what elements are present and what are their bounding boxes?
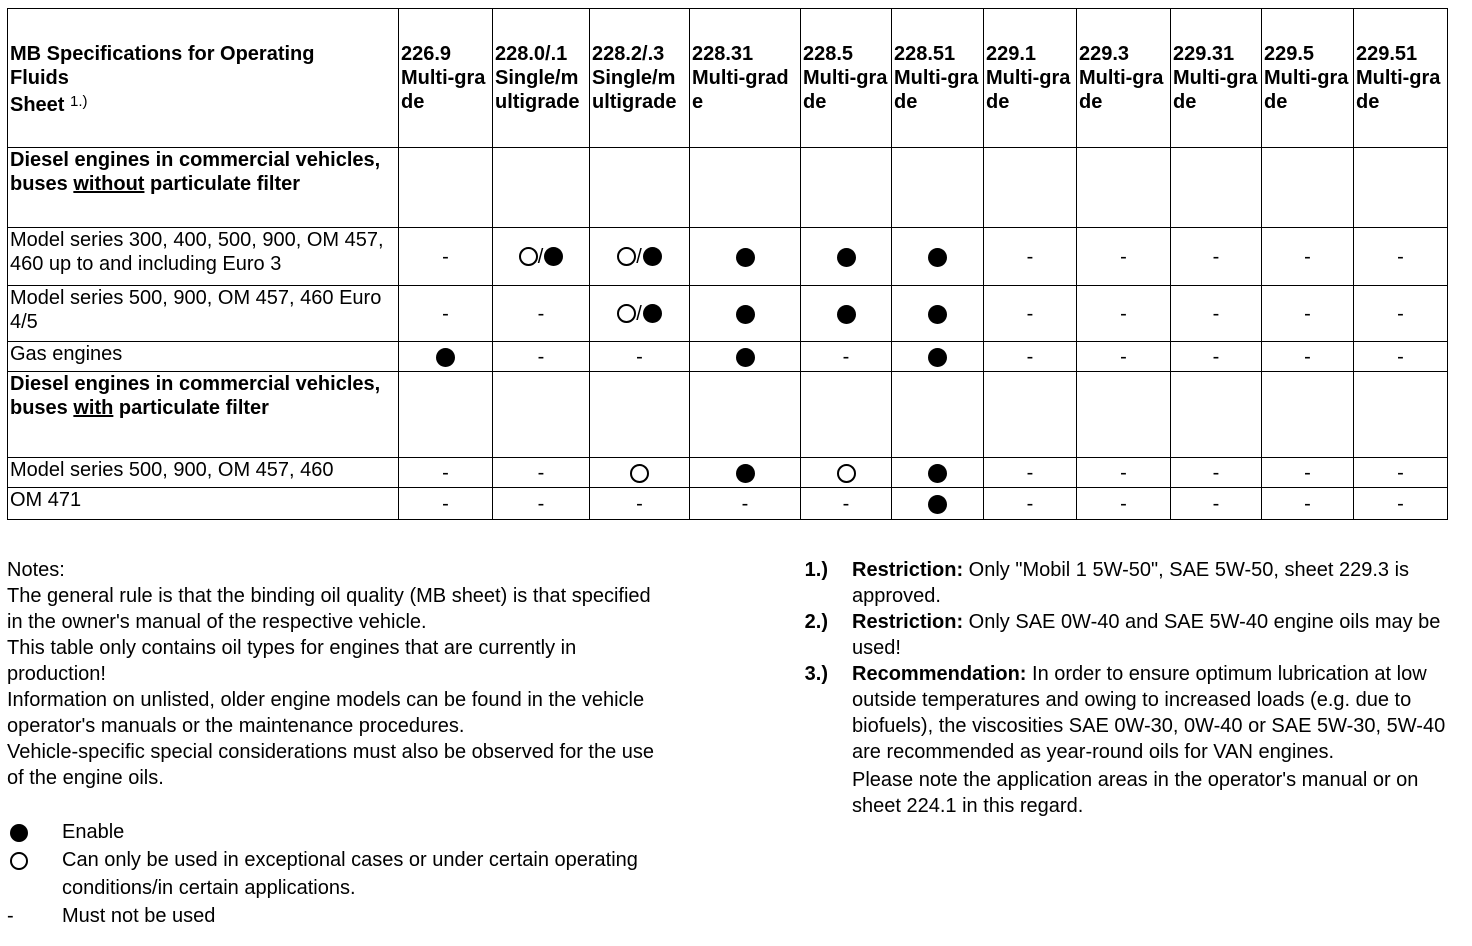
row-label: Gas engines: [8, 342, 399, 372]
not-used-cell: -: [984, 488, 1077, 520]
not-used-cell: -: [590, 342, 690, 372]
not-used-cell: -: [1077, 458, 1171, 488]
enabled-cell: [690, 286, 801, 342]
empty-cell: [590, 148, 690, 228]
not-used-cell: -: [1171, 488, 1262, 520]
empty-cell: [984, 372, 1077, 458]
not-used-cell: -: [1262, 488, 1354, 520]
column-header: 229.5 Multi-grade: [1262, 9, 1354, 148]
corner-line-1: MB Specifications for Operating: [10, 43, 315, 65]
not-used-cell: -: [399, 488, 493, 520]
open-circle-icon: [630, 464, 649, 483]
legend-item-enable: [7, 818, 667, 846]
corner-line-2: Fluids: [10, 67, 69, 89]
open-circle-icon: [10, 852, 28, 870]
row-label: Model series 500, 900, OM 457, 460 Euro 4/5: [8, 286, 399, 342]
empty-cell: [1262, 372, 1354, 458]
mixed-cell: [590, 228, 690, 286]
not-used-cell: -: [1077, 228, 1171, 286]
column-header: 228.2/.3 Single/multigrade: [590, 9, 690, 148]
not-used-cell: -: [801, 488, 892, 520]
enabled-cell: [690, 342, 801, 372]
column-header: 229.1 Multi-grade: [984, 9, 1077, 148]
filled-circle-icon: [736, 305, 755, 324]
not-used-cell: -: [984, 286, 1077, 342]
dash-icon: -: [7, 905, 14, 927]
notes-paragraph: Information on unlisted, older engine models can be found in the vehicle operator's manuals or the maintenance procedures.: [7, 689, 645, 737]
exceptional-cell: [801, 458, 892, 488]
empty-cell: [1077, 372, 1171, 458]
filled-circle-icon: [928, 464, 947, 483]
enabled-cell: [892, 458, 984, 488]
empty-cell: [892, 148, 984, 228]
empty-cell: [1354, 148, 1448, 228]
empty-cell: [590, 372, 690, 458]
footnote-label: Restriction:: [852, 611, 964, 633]
legend-item-exceptional: [7, 846, 667, 902]
enabled-cell: [399, 342, 493, 372]
filled-circle-icon: [643, 304, 662, 323]
not-used-cell: -: [1262, 286, 1354, 342]
footnote-2: [770, 609, 1460, 661]
filled-circle-icon: [736, 248, 755, 267]
filled-circle-icon: [643, 247, 662, 266]
row-label: OM 471: [8, 488, 399, 520]
legend-text: Must not be used: [62, 905, 216, 927]
filled-circle-icon: [544, 247, 563, 266]
empty-cell: [801, 372, 892, 458]
enabled-cell: [690, 228, 801, 286]
legend-item-not-used: [7, 902, 667, 930]
footnotes-block: [770, 557, 1460, 819]
filled-circle-icon: [10, 824, 28, 842]
row-label: Model series 300, 400, 500, 900, OM 457, 460 up to and including Euro 3: [8, 228, 399, 286]
not-used-cell: -: [984, 458, 1077, 488]
slash-separator: /: [537, 245, 544, 268]
column-header: 228.31 Multi-grade: [690, 9, 801, 148]
enabled-cell: [892, 286, 984, 342]
mixed-cell: [493, 228, 590, 286]
section-header-row: [8, 148, 1448, 228]
not-used-cell: -: [984, 342, 1077, 372]
table-row: [8, 286, 1448, 342]
empty-cell: [984, 148, 1077, 228]
corner-line-3: Sheet: [10, 94, 65, 116]
empty-cell: [1077, 148, 1171, 228]
footnote-number: 3.): [804, 663, 828, 685]
footnote-1: [770, 557, 1460, 609]
legend-text: Can only be used in exceptional cases or under certain operating conditions/in certain applications.: [62, 849, 638, 899]
enabled-cell: [892, 488, 984, 520]
table-row: [8, 228, 1448, 286]
filled-circle-icon: [837, 305, 856, 324]
column-header: 228.0/.1 Single/multigrade: [493, 9, 590, 148]
legend-text: Enable: [62, 821, 125, 843]
notes-heading: Notes:: [7, 559, 65, 581]
section-title: Diesel engines in commercial vehicles, buses without particulate filter: [8, 148, 399, 228]
not-used-cell: -: [984, 228, 1077, 286]
footnote-label: Restriction:: [852, 559, 964, 581]
footnote-3: [770, 661, 1460, 819]
footnote-number: 1.): [804, 559, 828, 581]
table-body: [8, 148, 1448, 520]
exceptional-cell: [590, 458, 690, 488]
not-used-cell: -: [1354, 286, 1448, 342]
filled-circle-icon: [928, 305, 947, 324]
filled-circle-icon: [837, 248, 856, 267]
open-circle-icon: [519, 247, 538, 266]
not-used-cell: -: [1171, 228, 1262, 286]
enabled-cell: [801, 286, 892, 342]
section-header-row: [8, 372, 1448, 458]
not-used-cell: -: [1077, 342, 1171, 372]
empty-cell: [1171, 372, 1262, 458]
not-used-cell: -: [1077, 488, 1171, 520]
not-used-cell: -: [493, 286, 590, 342]
enabled-cell: [892, 228, 984, 286]
not-used-cell: -: [1171, 458, 1262, 488]
not-used-cell: -: [1262, 458, 1354, 488]
footnote-number: 2.): [804, 611, 828, 633]
column-header: 228.5 Multi-grade: [801, 9, 892, 148]
column-header: 229.51 Multi-grade: [1354, 9, 1448, 148]
empty-cell: [690, 372, 801, 458]
column-header: 229.31 Multi-grade: [1171, 9, 1262, 148]
notes-block: [7, 557, 667, 791]
empty-cell: [892, 372, 984, 458]
empty-cell: [493, 372, 590, 458]
not-used-cell: -: [1262, 342, 1354, 372]
footnote-text: Only "Mobil 1 5W-50", SAE 5W-50, sheet 229.3 is approved.: [852, 559, 1410, 607]
table-row: [8, 342, 1448, 372]
footnote-text: In order to ensure optimum lubrication at low outside temperatures and owing to increased loads (e.g. due to biofuels), the viscosities SAE 0W-30, 0W-40 or SAE 5W-30, 5W-40 are recommended as year-round oils for VAN engines.: [852, 663, 1446, 763]
section-title: Diesel engines in commercial vehicles, buses with particulate filter: [8, 372, 399, 458]
empty-cell: [690, 148, 801, 228]
notes-paragraph: Vehicle-specific special considerations must also be observed for the use of the engine oils.: [7, 741, 655, 789]
column-header: 228.51 Multi-grade: [892, 9, 984, 148]
enabled-cell: [892, 342, 984, 372]
not-used-cell: -: [1077, 286, 1171, 342]
open-circle-icon: [837, 464, 856, 483]
not-used-cell: -: [399, 286, 493, 342]
empty-cell: [493, 148, 590, 228]
filled-circle-icon: [928, 495, 947, 514]
notes-paragraph: The general rule is that the binding oil quality (MB sheet) is that specified in the owner's manual of the respective vehicle.: [7, 585, 651, 633]
filled-circle-icon: [928, 248, 947, 267]
filled-circle-icon: [736, 348, 755, 367]
footnote-label: Recommendation:: [852, 663, 1027, 685]
table-row: [8, 458, 1448, 488]
legend: [7, 818, 667, 930]
not-used-cell: -: [399, 228, 493, 286]
empty-cell: [1262, 148, 1354, 228]
filled-circle-icon: [736, 464, 755, 483]
filled-circle-icon: [436, 348, 455, 367]
not-used-cell: -: [801, 342, 892, 372]
footnote-extra: Please note the application areas in the operator's manual or on sheet 224.1 in this regard.: [852, 769, 1419, 817]
not-used-cell: -: [493, 488, 590, 520]
not-used-cell: -: [1354, 228, 1448, 286]
not-used-cell: -: [1171, 342, 1262, 372]
open-circle-icon: [617, 304, 636, 323]
not-used-cell: -: [493, 458, 590, 488]
not-used-cell: -: [1354, 488, 1448, 520]
footnote-text: Only SAE 0W-40 and SAE 5W-40 engine oils may be used!: [852, 611, 1441, 659]
empty-cell: [1354, 372, 1448, 458]
enabled-cell: [801, 228, 892, 286]
empty-cell: [1171, 148, 1262, 228]
not-used-cell: -: [590, 488, 690, 520]
corner-footnote-ref: 1.): [70, 93, 88, 110]
mixed-cell: [590, 286, 690, 342]
not-used-cell: -: [690, 488, 801, 520]
not-used-cell: -: [1354, 458, 1448, 488]
not-used-cell: -: [493, 342, 590, 372]
not-used-cell: -: [1171, 286, 1262, 342]
slash-separator: /: [636, 245, 642, 268]
notes-paragraph: This table only contains oil types for engines that are currently in production!: [7, 637, 577, 685]
not-used-cell: -: [399, 458, 493, 488]
oil-spec-table: [7, 8, 1448, 520]
row-label: Model series 500, 900, OM 457, 460: [8, 458, 399, 488]
column-header: 229.3 Multi-grade: [1077, 9, 1171, 148]
empty-cell: [399, 372, 493, 458]
enabled-cell: [690, 458, 801, 488]
table-row: [8, 488, 1448, 520]
not-used-cell: -: [1262, 228, 1354, 286]
empty-cell: [801, 148, 892, 228]
not-used-cell: -: [1354, 342, 1448, 372]
empty-cell: [399, 148, 493, 228]
filled-circle-icon: [928, 348, 947, 367]
open-circle-icon: [617, 247, 636, 266]
slash-separator: /: [636, 302, 642, 325]
column-header: 226.9 Multi-grade: [399, 9, 493, 148]
table-corner-header: [8, 9, 399, 148]
